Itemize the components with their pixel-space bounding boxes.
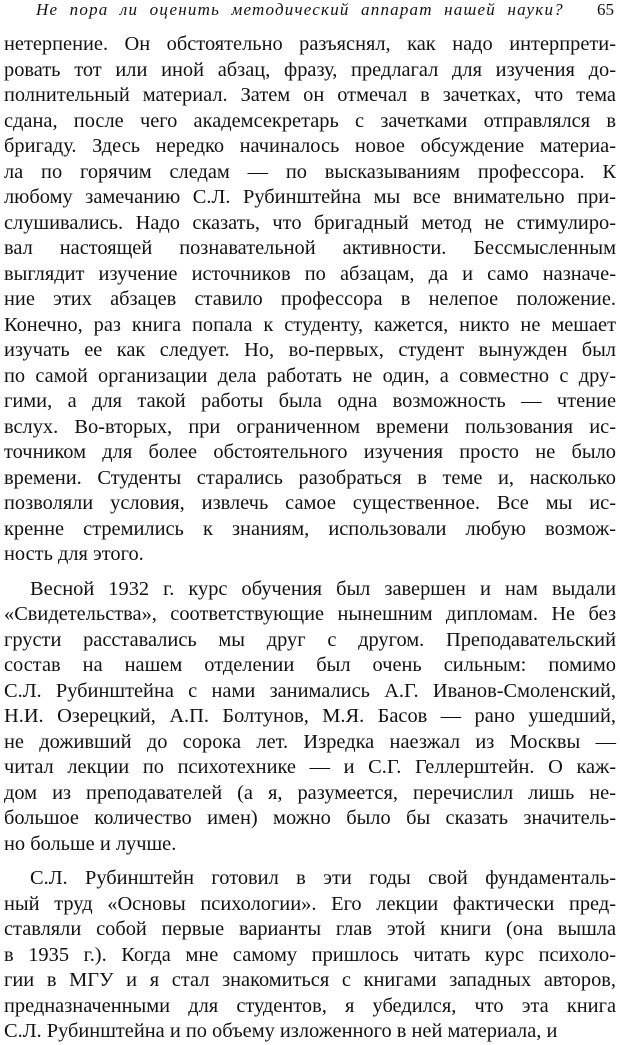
text-line: предназначенными для студентов, я убедился, что эта книга	[4, 994, 616, 1017]
running-head-title: Не пора ли оценить методический аппарат нашей науки?	[36, 0, 564, 19]
text-line: состав на нашем отделении был очень сильным: помимо	[4, 654, 616, 676]
text-line: ность для этого.	[4, 543, 144, 565]
text-line: не доживший до сорока лет. Изредка наезжал из Москвы —	[4, 730, 616, 753]
text-line: нетерпение. Он обстоятельно разъяснял, как надо интерпрети-	[4, 33, 616, 55]
text-line: «Свидетельства», соответствующие нынешним дипломам. Не без	[4, 603, 616, 625]
paragraph	[4, 866, 616, 1045]
text-line: изучать ее как следует. Но, во-первых, студент вынужден был	[4, 339, 616, 361]
text-line: гии в МГУ и я стал знакомиться с книгами западных авторов,	[4, 969, 616, 991]
paragraph	[4, 32, 616, 568]
text-line: позволяли условия, извлечь самое существенное. Все мы ис-	[4, 492, 616, 514]
text-line: слушивались. Надо сказать, что бригадный метод не стимулиро-	[4, 211, 616, 234]
text-line: большое количество имен) можно было бы сказать значитель-	[4, 807, 616, 829]
text-line: дом из преподавателей (а я, разумеется, перечислил лишь не-	[4, 781, 616, 804]
text-line: грусти расставались мы друг с другом. Преподавательский	[4, 628, 616, 651]
text-line: ла по горячим следам — по высказываниям профессора. К	[4, 160, 616, 183]
text-line: по самой организации дела работать не один, а совместно с дру-	[4, 364, 616, 387]
text-line: вал настоящей познавательной активности. Бессмысленным	[4, 237, 616, 259]
text-line: вслух. Во-вторых, при ограниченном времени пользования ис-	[4, 415, 616, 438]
running-head	[36, 0, 616, 24]
paragraph	[4, 577, 616, 858]
text-line: С.Л. Рубинштейна с нами занимались А.Г. Иванов-Смоленский,	[4, 679, 616, 702]
text-line: Н.И. Озерецкий, А.П. Болтунов, М.Я. Басов — рано ушедший,	[4, 705, 616, 727]
text-line: выглядит изучение источников по абзацам, да и само назначе-	[4, 262, 616, 285]
text-line: ровать тот или иной абзац, фразу, предлагал для изучения до-	[4, 58, 616, 81]
text-line: любому замечанию С.Л. Рубинштейна мы все внимательно при-	[4, 186, 616, 208]
text-line: ние этих абзацев ставило профессора в нелепое положение.	[4, 288, 616, 310]
body-text	[4, 32, 616, 1045]
text-line: в 1935 г.). Когда мне самому пришлось читать курс психоло-	[4, 943, 616, 966]
text-line: читал лекции по психотехнике — и С.Г. Геллерштейн. О каж-	[4, 756, 616, 778]
text-line: времени. Студенты старались разобраться в теме и, насколько	[4, 466, 616, 489]
text-line: точником для более обстоятельного изучения просто не было	[4, 441, 616, 463]
text-line: полнительный материал. Затем он отмечал в зачетках, что тема	[4, 84, 616, 106]
text-line: кренне стремились к знаниям, использовали любую возмож-	[4, 517, 616, 540]
text-line: С.Л. Рубинштейна и по объему изложенного в ней материала, и	[4, 1020, 558, 1042]
text-line: но больше и лучше.	[4, 832, 177, 855]
text-line: сдана, после чего академсекретарь с зачетками отправлялся в	[4, 109, 616, 132]
text-line: гими, а для такой работы была одна возможность — чтение	[4, 390, 616, 412]
text-line: ставляли собой первые варианты глав этой книги (она вышла	[4, 918, 616, 940]
text-line: Конечно, раз книга попала к студенту, кажется, никто не мешает	[4, 313, 616, 336]
page-number: 65	[597, 0, 614, 19]
text-line: С.Л. Рубинштейн готовил в эти годы свой фундаменталь-	[30, 867, 616, 889]
text-line: ный труд «Основы психологии». Его лекции фактически пред-	[4, 892, 616, 915]
text-line: бригаду. Здесь нередко начиналось новое обсуждение материа-	[4, 135, 616, 157]
text-line: Весной 1932 г. курс обучения был завершен и нам выдали	[30, 577, 616, 600]
